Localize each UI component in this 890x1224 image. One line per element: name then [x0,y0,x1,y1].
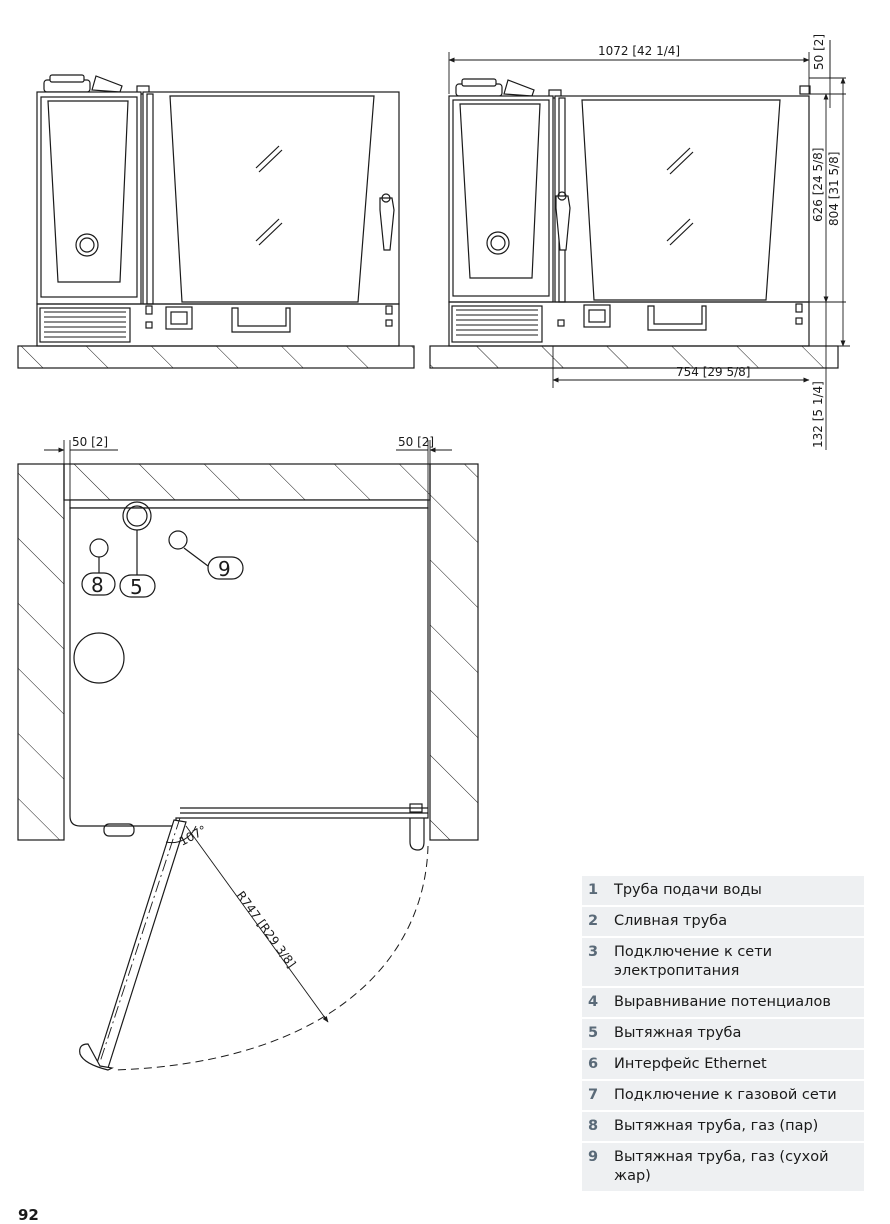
callout-5-label: 5 [130,575,143,599]
legend-text: Сливная труба [608,906,864,937]
legend-row [582,906,864,937]
dim-total-width: 1072 [42 1/4] [598,44,681,58]
dim-feet-height: 132 [5 1/4] [811,381,825,448]
dim-clearance-left: 50 [2] [72,435,109,449]
legend-row [582,876,864,906]
dim-total-height: 804 [31 5/8] [827,151,841,226]
dim-door-radius: R747 [R29 3/8] [233,888,299,971]
legend-text: Подключение к сети электропитания [608,937,864,987]
legend-text: Интерфейс Ethernet [608,1049,864,1080]
dim-feet-depth: 754 [29 5/8] [676,365,751,379]
floor-hatch-left [18,346,414,368]
legend-body [582,876,864,1192]
legend-number: 5 [582,1018,608,1049]
floor-hatch-right [430,346,838,368]
legend-table [582,876,864,1193]
legend-row [582,1142,864,1192]
wall-left-hatch [18,464,64,840]
callout-5 [120,575,155,599]
legend-text: Вытяжная труба [608,1018,864,1049]
legend-text: Труба подачи воды [608,876,864,906]
legend-number: 7 [582,1080,608,1111]
legend-number: 1 [582,876,608,906]
legend-row [582,1049,864,1080]
legend-row [582,1018,864,1049]
callout-8 [82,573,115,597]
legend-row [582,937,864,987]
legend-number: 3 [582,937,608,987]
front-view-right [430,79,838,368]
legend-text: Вытяжная труба, газ (пар) [608,1111,864,1142]
legend-number: 2 [582,906,608,937]
callout-8-label: 8 [91,573,104,597]
wall-back-hatch [64,464,430,500]
legend-number: 4 [582,987,608,1018]
legend-text: Вытяжная труба, газ (сухой жар) [608,1142,864,1192]
dim-clearance-right: 50 [2] [398,435,435,449]
callout-9-label: 9 [218,557,231,581]
callout-9 [208,557,243,581]
legend-row [582,1111,864,1142]
legend-row [582,1080,864,1111]
dim-top-clearance: 50 [2] [812,33,826,70]
legend-text: Подключение к газовой сети [608,1080,864,1111]
legend-row [582,987,864,1018]
legend-number: 9 [582,1142,608,1192]
page-number: 92 [18,1206,39,1224]
dim-door-angle: 107° [176,822,209,849]
front-view-left [18,75,414,368]
legend-number: 6 [582,1049,608,1080]
legend-number: 8 [582,1111,608,1142]
wall-right-hatch [430,464,478,840]
plan-view [18,464,478,1070]
dim-body-height: 626 [24 5/8] [811,147,825,222]
legend-text: Выравнивание потенциалов [608,987,864,1018]
